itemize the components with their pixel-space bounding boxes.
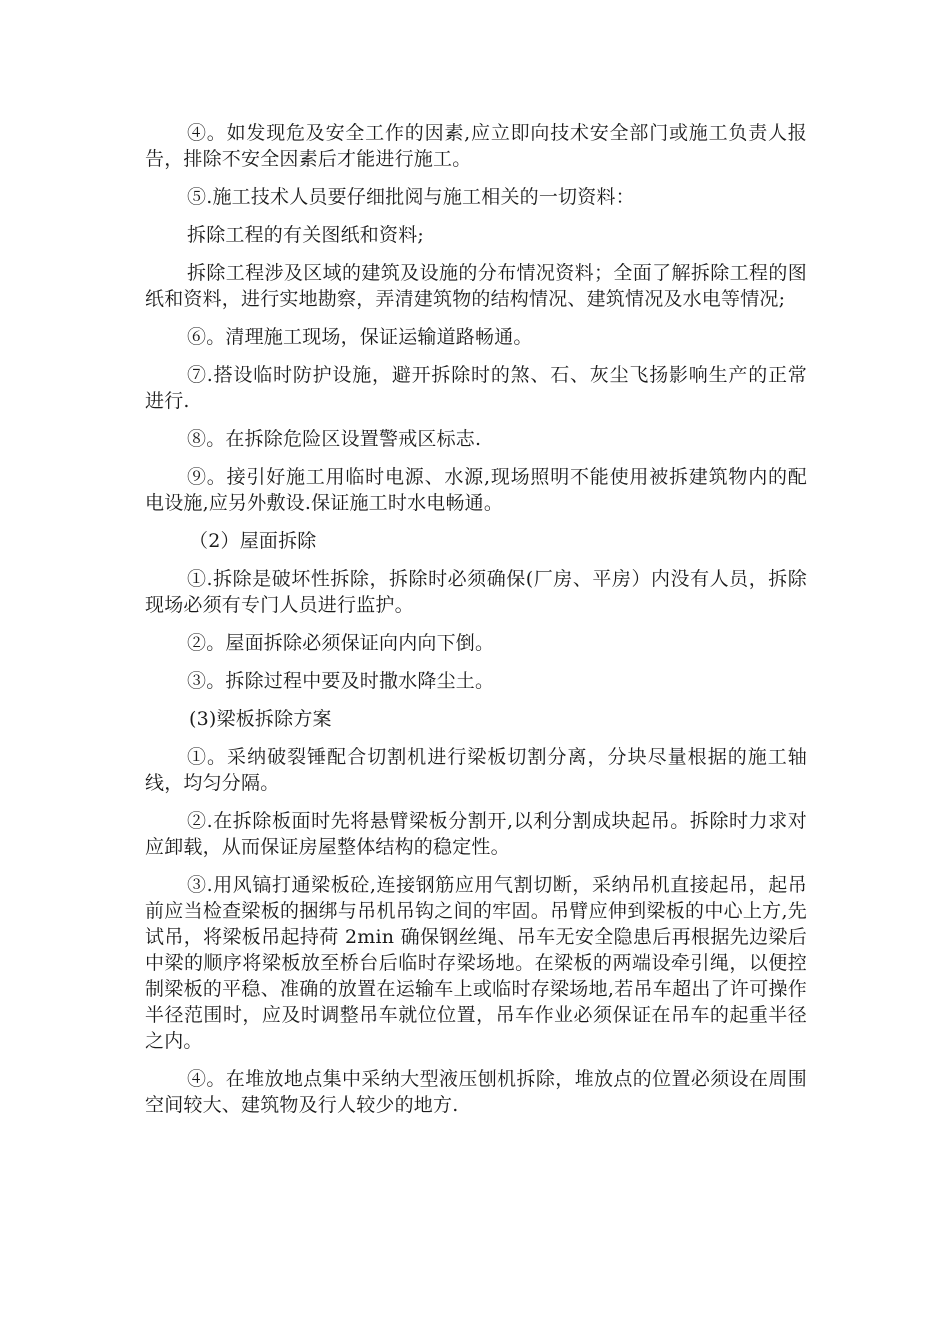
paragraph-item-6-clear-site: ⑥。清理施工现场，保证运输道路畅通。 (187, 326, 533, 348)
section-heading-roof-demolition: （2）屋面拆除 (189, 530, 317, 552)
document-body (145, 120, 807, 1130)
paragraph-drawings-materials: 拆除工程的有关图纸和资料; (187, 224, 425, 246)
paragraph-roof-item-3: ③。拆除过程中要及时撒水降尘土。 (187, 670, 495, 692)
paragraph-beam-item-1: ①。采纳破裂锤配合切割机进行梁板切割分离，分块尽量根据的施工轴线，均匀分隔。 (145, 746, 807, 794)
section-heading-beam-slab-plan: (3)梁板拆除方案 (189, 708, 332, 730)
paragraph-item-8-warning-zone: ⑧。在拆除危险区设置警戒区标志. (187, 428, 482, 450)
paragraph-beam-item-4: ④。在堆放地点集中采纳大型液压刨机拆除，堆放点的位置必须设在周围空间较大、建筑物及行人较少的地方. (145, 1068, 807, 1116)
paragraph-item-9-power-water: ⑨。接引好施工用临时电源、水源,现场照明不能使用被拆建筑物内的配电设施,应另外敷设.保证施工时水电畅通。 (145, 466, 807, 514)
paragraph-roof-item-2: ②。屋面拆除必须保证向内向下倒。 (187, 632, 495, 654)
paragraph-beam-item-2: ②.在拆除板面时先将悬臂梁板分割开,以利分割成块起吊。拆除时力求对应卸载，从而保证房屋整体结构的稳定性。 (145, 810, 807, 858)
paragraph-item-5-review-materials: ⑤.施工技术人员要仔细批阅与施工相关的一切资料： (187, 186, 635, 208)
paragraph-site-distribution: 拆除工程涉及区域的建筑及设施的分布情况资料；全面了解拆除工程的图纸和资料，进行实地勘察，弄清建筑物的结构情况、建筑情况及水电等情况; (145, 262, 807, 310)
paragraph-roof-item-1: ①.拆除是破坏性拆除，拆除时必须确保(厂房、平房）内没有人员，拆除现场必须有专门人员进行监护。 (145, 568, 807, 616)
paragraph-item-4-safety-report: ④。如发现危及安全工作的因素,应立即向技术安全部门或施工负责人报告，排除不安全因素后才能进行施工。 (145, 122, 807, 170)
paragraph-beam-item-3: ③.用风镐打通梁板砼,连接钢筋应用气割切断，采纳吊机直接起吊，起吊前应当检查梁板的捆绑与吊机吊钩之间的牢固。吊臂应伸到梁板的中心上方,先试吊，将梁板吊起持荷 2min 确保钢丝绳、吊车无安全隐患后再根据先边梁后中梁的顺序将梁板放至桥台后临时存梁场地。在梁板的两端设牵引绳，以便控制梁板的平稳、准确的放置在运输车上或临时存梁场地,若吊车超出了许可操作半径范围时，应及时调整吊车就位位置，吊车作业必须保证在吊车的起重半径之内。 (145, 874, 807, 1052)
paragraph-item-7-protection: ⑦.搭设临时防护设施，避开拆除时的煞、石、灰尘飞扬影响生产的正常进行. (145, 364, 807, 412)
